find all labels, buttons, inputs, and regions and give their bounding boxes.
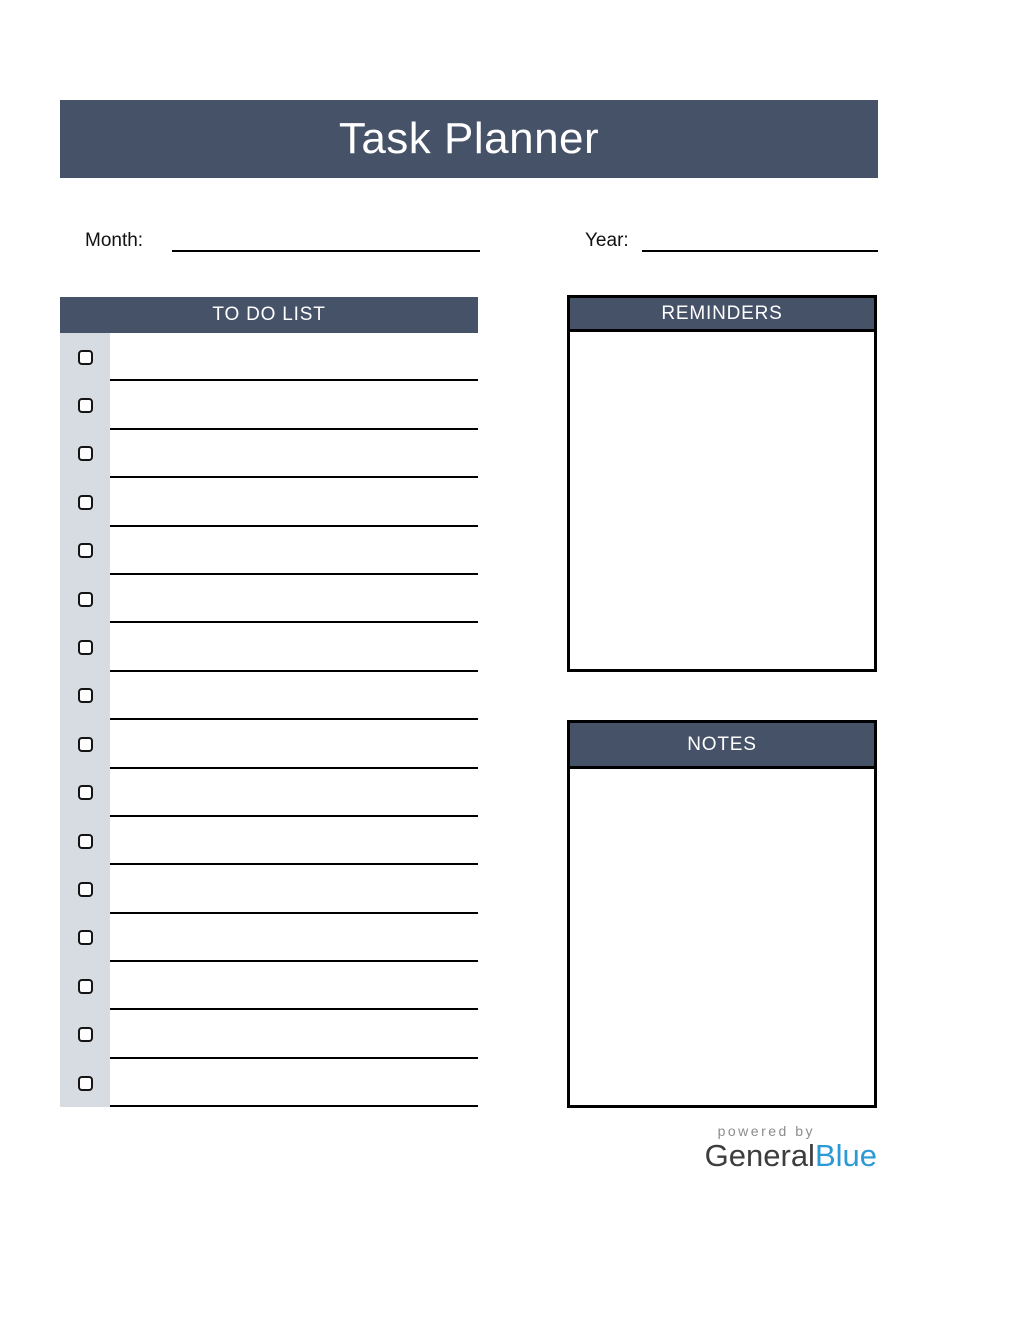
todo-item-line[interactable] (110, 478, 478, 526)
todo-checkbox[interactable] (78, 592, 93, 607)
todo-checkbox-cell (60, 672, 110, 720)
todo-checkbox[interactable] (78, 834, 93, 849)
todo-checkbox[interactable] (78, 930, 93, 945)
todo-item-line[interactable] (110, 817, 478, 865)
todo-row (60, 817, 478, 865)
todo-item-line[interactable] (110, 672, 478, 720)
todo-item-text (110, 956, 122, 960)
todo-item-text (110, 1004, 122, 1008)
brand-general-text: General (704, 1137, 815, 1173)
todo-checkbox[interactable] (78, 737, 93, 752)
todo-item-text (110, 714, 122, 718)
brand-blue-text: Blue (814, 1137, 877, 1173)
todo-item-line[interactable] (110, 1010, 478, 1058)
year-label: Year: (585, 230, 629, 251)
powered-by-label: powered by (717, 1123, 815, 1139)
todo-row (60, 914, 478, 962)
todo-row (60, 865, 478, 913)
todo-checkbox-cell (60, 575, 110, 623)
todo-row (60, 527, 478, 575)
todo-checkbox[interactable] (78, 1076, 93, 1091)
todo-checkbox[interactable] (78, 350, 93, 365)
todo-checkbox[interactable] (78, 979, 93, 994)
reminders-content[interactable] (570, 332, 874, 669)
todo-checkbox-cell (60, 720, 110, 768)
todo-item-line[interactable] (110, 381, 478, 429)
todo-checkbox-cell (60, 478, 110, 526)
todo-row (60, 381, 478, 429)
reminders-header (570, 298, 874, 332)
todo-row (60, 1010, 478, 1058)
todo-row (60, 962, 478, 1010)
todo-item-line[interactable] (110, 623, 478, 671)
todo-checkbox-cell (60, 817, 110, 865)
todo-item-text (110, 811, 122, 815)
todo-row (60, 478, 478, 526)
todo-item-text (110, 472, 122, 476)
todo-item-line[interactable] (110, 769, 478, 817)
todo-item-line[interactable] (110, 527, 478, 575)
todo-list-header-label: TO DO LIST (212, 304, 326, 325)
todo-item-text (110, 375, 122, 379)
month-input-line[interactable] (172, 228, 480, 252)
todo-row (60, 1059, 478, 1107)
todo-checkbox-cell (60, 914, 110, 962)
todo-item-line[interactable] (110, 1059, 478, 1107)
todo-checkbox[interactable] (78, 495, 93, 510)
todo-row (60, 430, 478, 478)
todo-item-text (110, 569, 122, 573)
todo-checkbox-cell (60, 430, 110, 478)
todo-row (60, 623, 478, 671)
todo-item-text (110, 1101, 122, 1105)
notes-header-label: NOTES (687, 733, 757, 755)
todo-checkbox-cell (60, 333, 110, 381)
todo-row (60, 672, 478, 720)
todo-item-text (110, 617, 122, 621)
year-value (642, 228, 878, 230)
todo-checkbox-cell (60, 1010, 110, 1058)
todo-checkbox[interactable] (78, 882, 93, 897)
todo-checkbox[interactable] (78, 640, 93, 655)
todo-rows (60, 333, 478, 1107)
page-title: Task Planner (338, 114, 600, 163)
todo-list-section (60, 297, 478, 1107)
brand-logo (705, 1138, 877, 1173)
todo-checkbox-cell (60, 527, 110, 575)
todo-item-line[interactable] (110, 914, 478, 962)
todo-row (60, 769, 478, 817)
todo-checkbox[interactable] (78, 543, 93, 558)
reminders-panel (567, 295, 877, 672)
reminders-header-label: REMINDERS (661, 302, 783, 324)
todo-item-text (110, 1053, 122, 1057)
todo-checkbox[interactable] (78, 446, 93, 461)
todo-row (60, 575, 478, 623)
month-value (172, 228, 480, 230)
notes-header (570, 723, 874, 769)
todo-checkbox[interactable] (78, 398, 93, 413)
todo-checkbox[interactable] (78, 1027, 93, 1042)
todo-item-text (110, 521, 122, 525)
brand-footer (567, 1124, 877, 1172)
todo-item-text (110, 424, 122, 428)
todo-checkbox-cell (60, 769, 110, 817)
todo-checkbox-cell (60, 962, 110, 1010)
todo-item-text (110, 908, 122, 912)
todo-row (60, 333, 478, 381)
todo-row (60, 720, 478, 768)
todo-item-text (110, 763, 122, 767)
todo-checkbox-cell (60, 1059, 110, 1107)
todo-item-text (110, 859, 122, 863)
todo-item-line[interactable] (110, 865, 478, 913)
notes-panel (567, 720, 877, 1108)
todo-checkbox[interactable] (78, 785, 93, 800)
todo-checkbox[interactable] (78, 688, 93, 703)
month-label: Month: (85, 230, 144, 251)
year-input-line[interactable] (642, 228, 878, 252)
todo-checkbox-cell (60, 623, 110, 671)
todo-item-line[interactable] (110, 430, 478, 478)
todo-checkbox-cell (60, 381, 110, 429)
todo-item-text (110, 666, 122, 670)
todo-item-line[interactable] (110, 575, 478, 623)
todo-item-line[interactable] (110, 962, 478, 1010)
title-bar (60, 100, 878, 178)
todo-list-header (60, 297, 478, 333)
todo-item-line[interactable] (110, 720, 478, 768)
notes-content[interactable] (570, 769, 874, 1105)
todo-item-line[interactable] (110, 333, 478, 381)
todo-checkbox-cell (60, 865, 110, 913)
